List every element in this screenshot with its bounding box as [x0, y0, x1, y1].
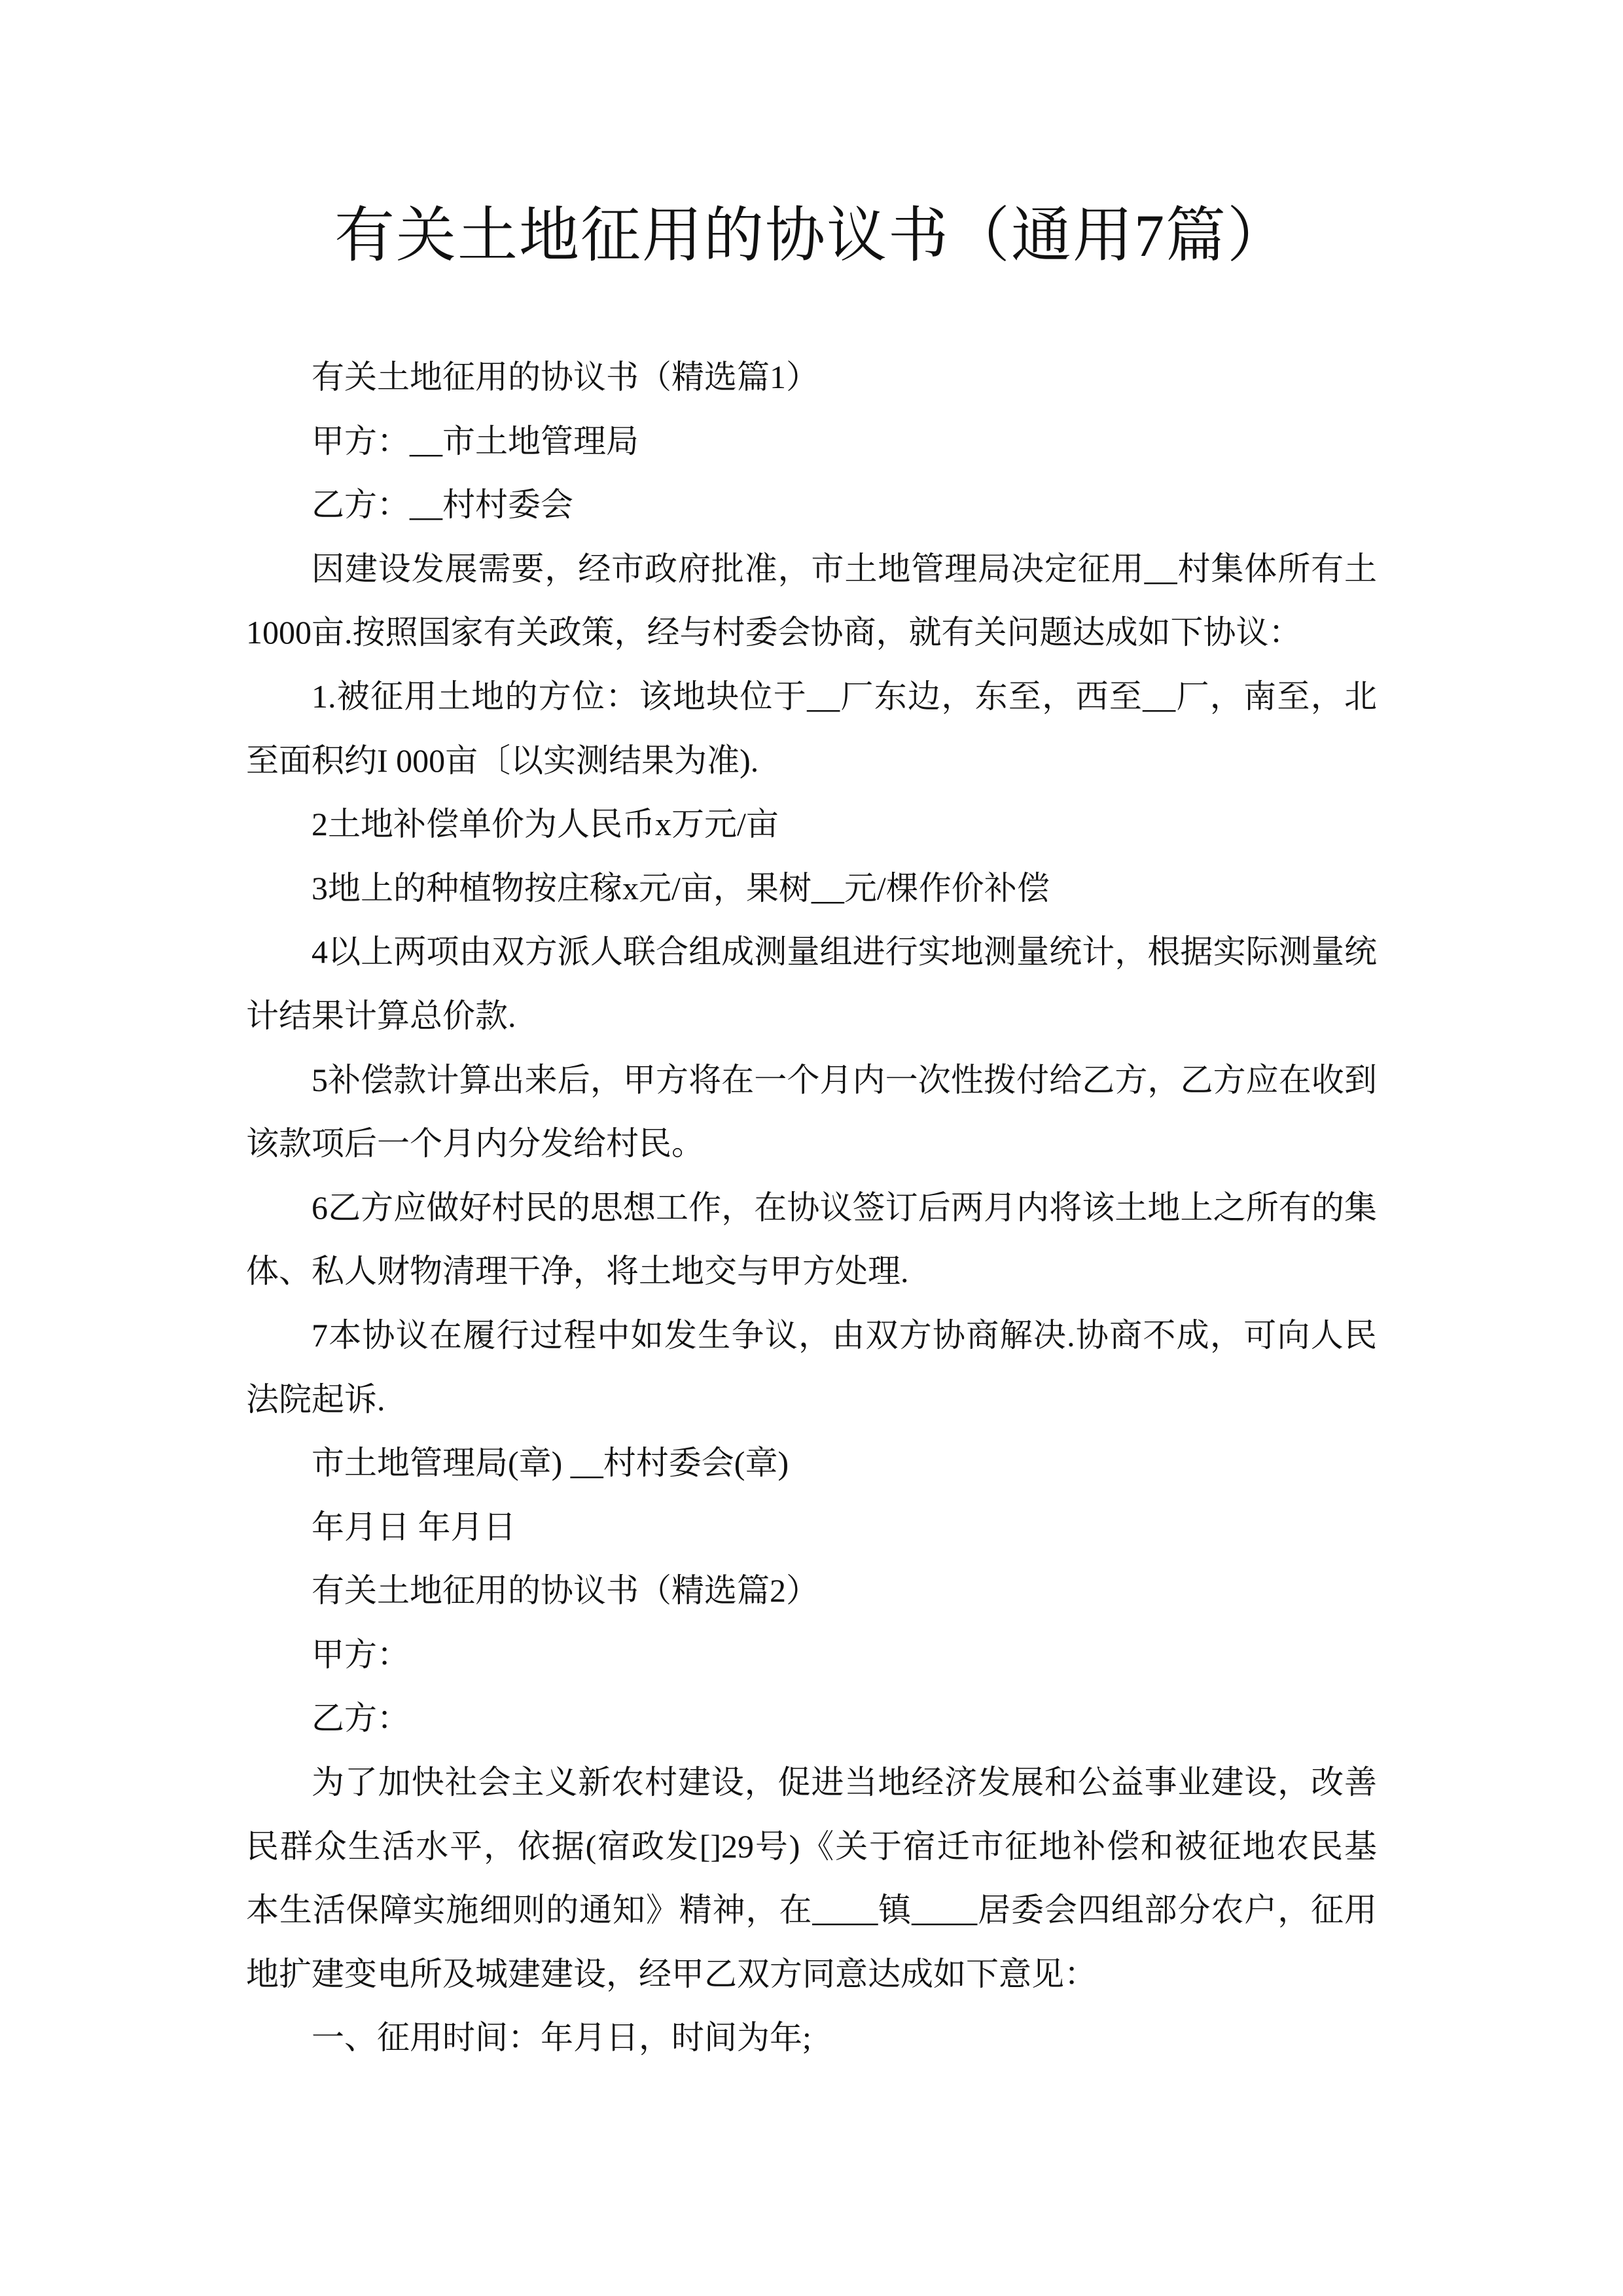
text-line: 1000亩.按照国家有关政策，经与村委会协商，就有关问题达成如下协议： — [246, 614, 1302, 651]
text-line: 3地上的种植物按庄稼x元/亩，果树__元/棵作价补偿 — [312, 869, 1050, 906]
text-line: 5补偿款计算出来后，甲方将在一个月内一次性拨付给乙方，乙方应在收到 — [312, 1061, 1377, 1098]
text-line: 年月日 年月日 — [312, 1508, 516, 1545]
text-line: 因建设发展需要，经市政府批准，市土地管理局决定征用__村集体所有土 — [312, 550, 1377, 587]
text-line: 地扩建变电所及城建建设，经甲乙双方同意达成如下意见： — [246, 1955, 1097, 1992]
text-line: 乙方：__村村委会 — [312, 486, 573, 524]
text-line: 甲方： — [312, 1636, 410, 1673]
text-line: 6乙方应做好村民的思想工作，在协议签订后两月内将该土地上之所有的集 — [312, 1189, 1377, 1226]
text-line: 4以上两项由双方派人联合组成测量组进行实地测量统计，根据实际测量统 — [312, 933, 1377, 971]
text-line: 甲方：__市土地管理局 — [312, 422, 639, 459]
text-line: 民群众生活水平，依据(宿政发[]29号)《关于宿迁市征地补偿和被征地农民基 — [246, 1827, 1377, 1865]
text-line: 一、征用时间：年月日，时间为年; — [312, 2019, 812, 2056]
document-body — [246, 346, 1377, 2070]
text-line: 为了加快社会主义新农村建设，促进当地经济发展和公益事业建设，改善 — [312, 1764, 1377, 1801]
text-line: 有关土地征用的协议书（精选篇1） — [312, 359, 819, 395]
text-line: 2土地补偿单价为人民币x万元/亩 — [312, 806, 779, 843]
text-line: 法院起诉. — [246, 1380, 385, 1418]
text-line: 市土地管理局(章) __村村委会(章) — [312, 1444, 789, 1482]
text-line: 该款项后一个月内分发给村民。 — [246, 1125, 704, 1162]
text-line: 计结果计算总价款. — [246, 997, 516, 1034]
text-line: 有关土地征用的协议书（精选篇2） — [312, 1572, 819, 1609]
text-line: 本生活保障实施细则的通知》精神，在____镇____居委会四组部分农户，征用 — [246, 1892, 1377, 1929]
text-line: 7本协议在履行过程中如发生争议，由双方协商解决.协商不成，可向人民 — [312, 1316, 1377, 1354]
text-line: 至面积约I 000亩〔以实测结果为准). — [246, 742, 759, 779]
text-line: 1.被征用土地的方位：该地块位于__厂东边，东至，西至__厂，南至，北 — [312, 677, 1377, 715]
text-line: 乙方： — [312, 1700, 410, 1737]
text-line: 体、私人财物清理干净，将土地交与甲方处理. — [246, 1253, 909, 1290]
document-title: 有关土地征用的协议书（通用7篇） — [334, 202, 1289, 269]
